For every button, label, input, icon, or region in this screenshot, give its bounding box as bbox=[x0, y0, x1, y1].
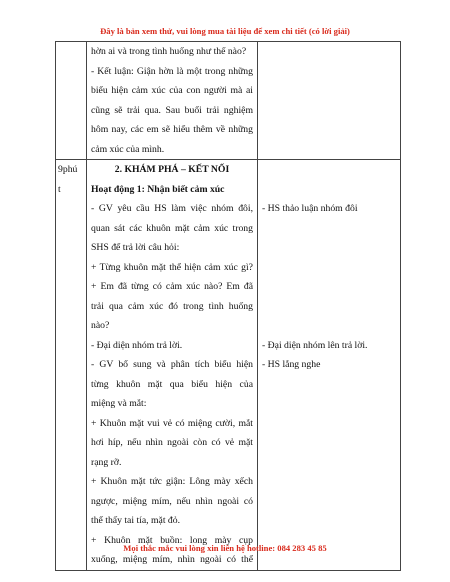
text-line: - GV yêu cầu HS làm việc nhóm đôi, bbox=[91, 203, 253, 214]
lesson-table bbox=[55, 41, 401, 571]
teacher-activity-cell bbox=[87, 42, 258, 160]
student-activity-cell bbox=[258, 160, 401, 571]
preview-banner: Đây là bản xem thử, vui lòng mua tài liệu để xem chi tiết (có lời giải) bbox=[100, 26, 350, 36]
teacher-activity-cell bbox=[87, 160, 258, 571]
text-line: hơi híp, nếu nhìn ngoài còn có vẻ mặt bbox=[91, 437, 253, 448]
text-line: quan sát các khuôn mặt cảm xúc trong bbox=[91, 222, 253, 234]
text-line: thể thấy tai tía, mặt đỏ. bbox=[91, 515, 181, 526]
time-cell bbox=[56, 42, 87, 160]
text-line: cũng sẽ trải qua. Sau buổi trải nghiệm bbox=[91, 104, 253, 116]
text-line: nào? bbox=[91, 320, 110, 331]
text-line: rạng rỡ. bbox=[91, 456, 122, 468]
duration-label: 9phú bbox=[58, 164, 78, 175]
text-line: xuống, miệng mím, nhìn ngoài có thể bbox=[91, 554, 253, 565]
text-line: - HS lắng nghe bbox=[262, 359, 321, 370]
text-line: + Khuôn mặt buồn: long mày cụp bbox=[91, 534, 253, 546]
text-line: SHS để trả lời câu hỏi: bbox=[91, 242, 180, 253]
activity-heading: Hoạt động 1: Nhận biết cảm xúc bbox=[91, 183, 225, 195]
table-row bbox=[56, 160, 401, 571]
table-row bbox=[56, 42, 401, 160]
text-line: hờn ai và trong tình huống như thế nào? bbox=[91, 46, 247, 57]
hotline-banner: Mọi thắc mắc vui lòng xin liên hệ hotline: 084 283 45 85 bbox=[123, 543, 327, 553]
time-cell bbox=[56, 160, 87, 571]
text-line: - Đại diện nhóm lên trả lời. bbox=[262, 339, 368, 351]
text-line: + Khuôn mặt vui vẻ có miệng cười, mắt bbox=[91, 417, 253, 429]
text-line: - Đại diện nhóm trả lời. bbox=[91, 339, 183, 351]
text-line: + Từng khuôn mặt thể hiện cảm xúc gì? bbox=[91, 261, 253, 273]
text-line: - HS thảo luận nhóm đôi bbox=[262, 203, 358, 214]
text-line: trải qua cảm xúc đó trong tình huống bbox=[91, 300, 253, 312]
duration-label-cont: t bbox=[58, 183, 61, 195]
text-line: - GV bổ sung và phân tích biểu hiện bbox=[91, 359, 253, 370]
text-line: hôm nay, các em sẽ hiểu thêm về những bbox=[91, 124, 253, 135]
text-line: + Em đã từng có cảm xúc nào? Em đã bbox=[91, 281, 253, 292]
student-activity-cell bbox=[258, 42, 401, 160]
text-line: miệng và mắt: bbox=[91, 398, 147, 409]
text-line: từng khuôn mặt qua biểu hiện của bbox=[91, 378, 253, 390]
text-line: ngược, miệng mím, nếu nhìn ngoài có bbox=[91, 495, 253, 507]
text-line: cảm xúc của mình. bbox=[91, 143, 165, 155]
section-heading: 2. KHÁM PHÁ – KẾT NỐI bbox=[114, 164, 230, 175]
text-line: + Khuôn mặt tức giận: Lông mày xếch bbox=[91, 476, 253, 487]
text-line: biểu hiện cảm xúc của con người mà ai bbox=[91, 85, 253, 96]
text-line: - Kết luận: Giận hờn là một trong những bbox=[91, 65, 253, 77]
